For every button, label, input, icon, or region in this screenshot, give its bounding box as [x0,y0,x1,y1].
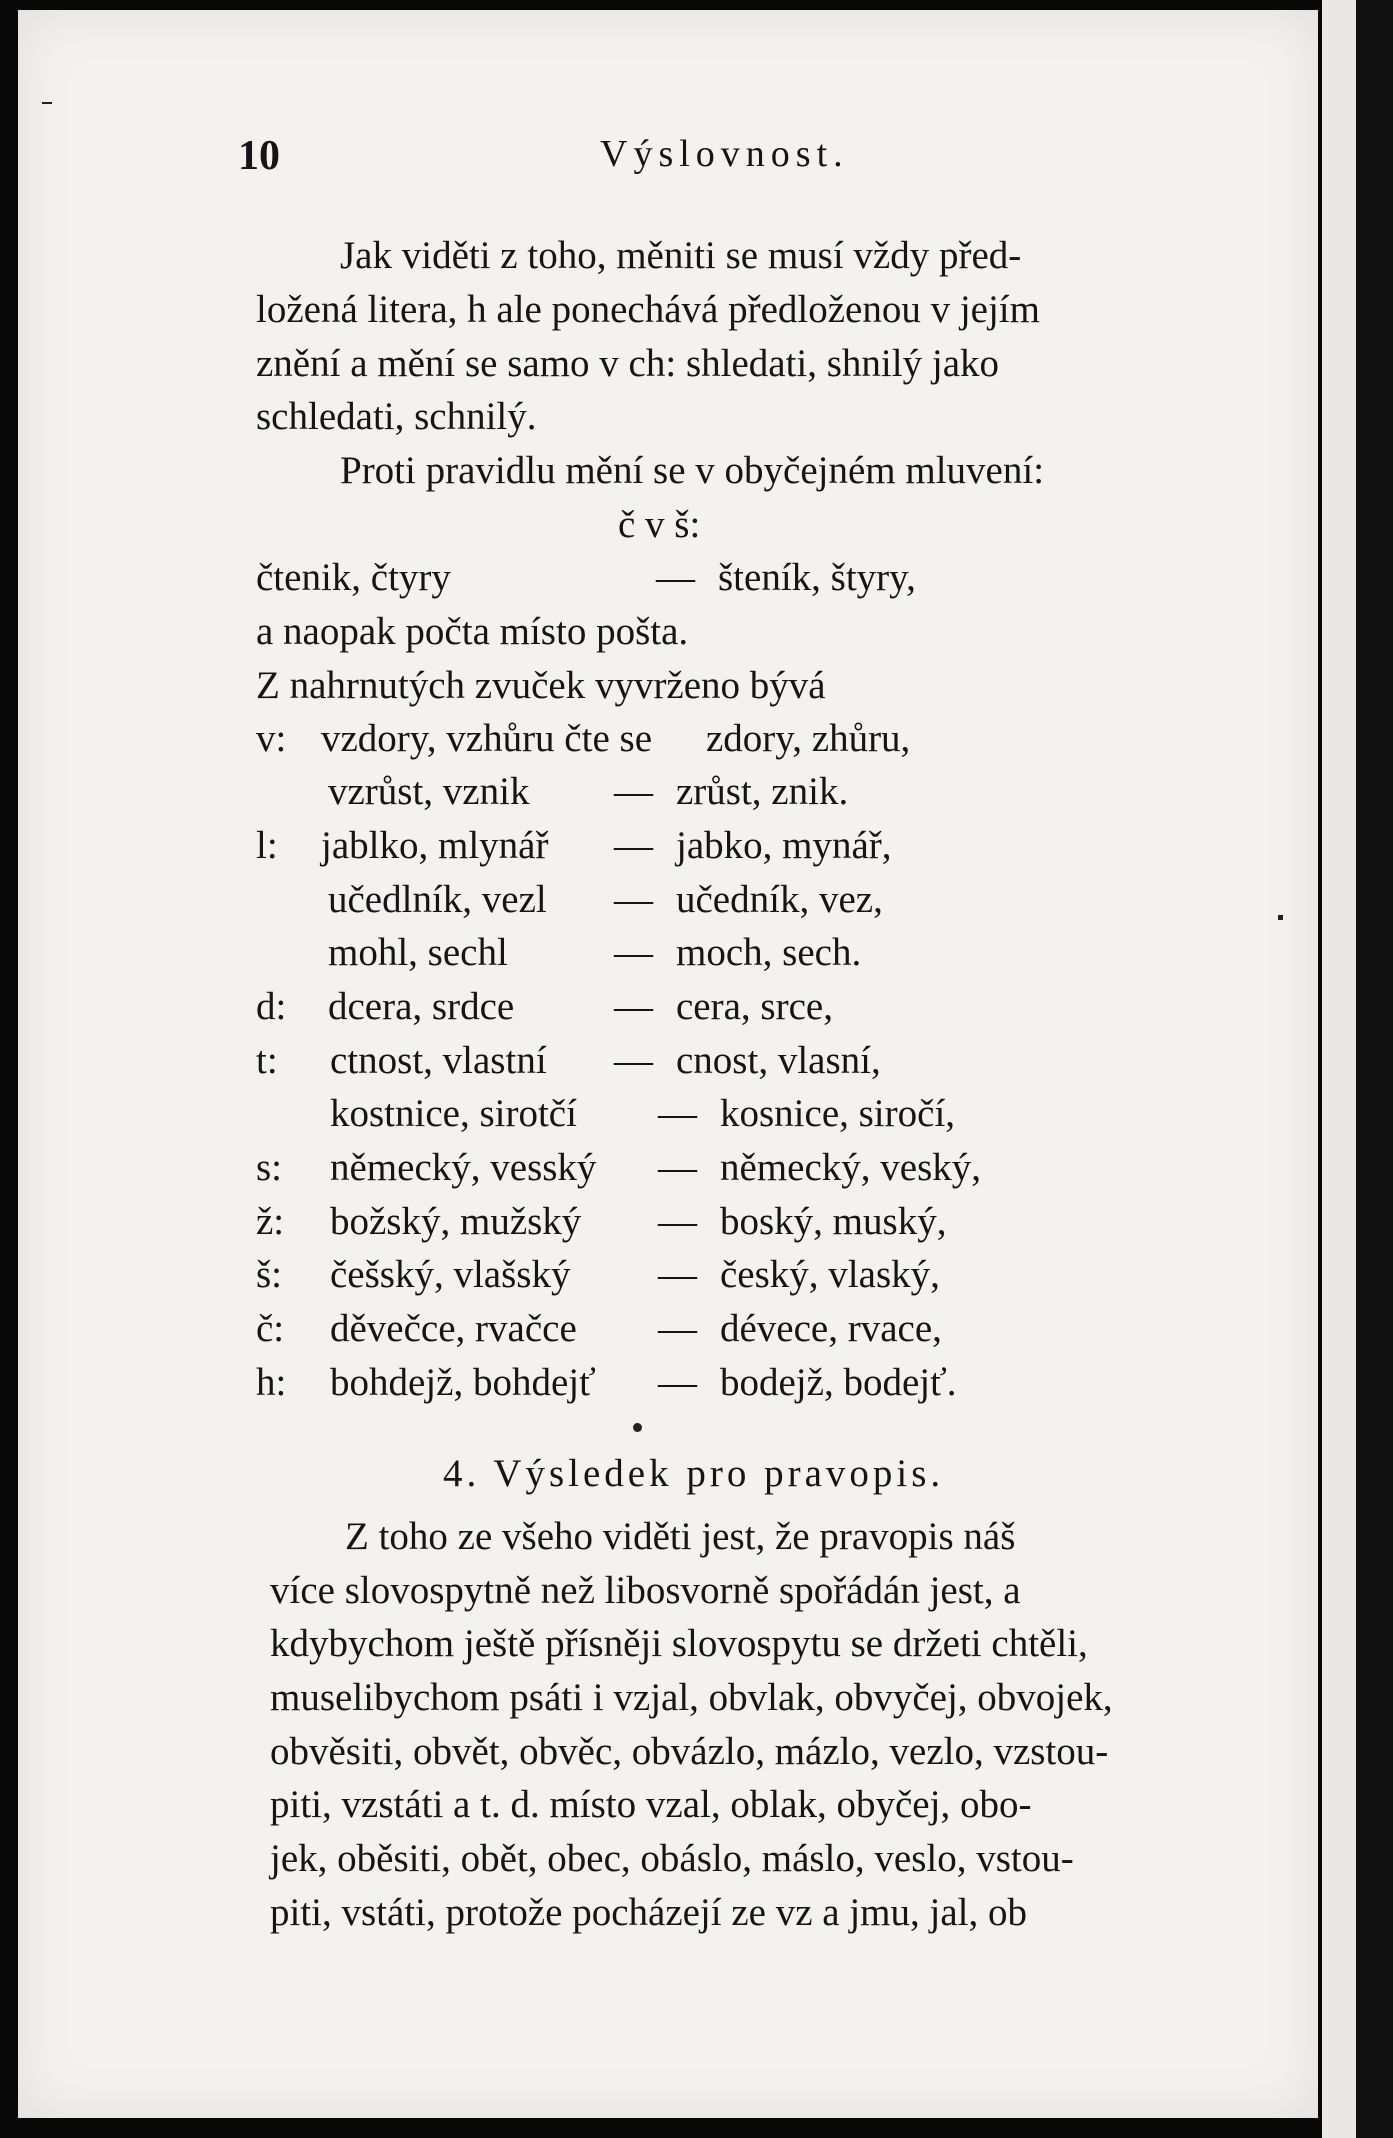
reduction-right: boský, muský, [720,1200,947,1243]
closing-line-6: piti, vzstáti a t. d. místo vzal, oblak, obyčej, obo- [270,1783,1032,1826]
closing-line-7: jek, oběsiti, obět, obec, obáslo, máslo, veslo, vstou- [270,1837,1074,1880]
reduction-dash: — [658,1361,697,1404]
ink-speck [1278,915,1283,920]
reduction-left: jablko, mlynář [321,824,549,867]
reduction-dash: — [658,1307,697,1350]
reduction-right: cera, srce, [676,985,833,1028]
running-title: Výslovnost. [600,133,849,175]
reduction-right: bodejž, bodejť. [720,1361,957,1404]
reduction-dash: — [614,770,653,813]
closing-line-2: více slovospytně než libosvorně spořádán jest, a [270,1569,1021,1612]
page-content [18,10,1318,2118]
reduction-left: mohl, sechl [328,931,508,974]
reduction-right: cnost, vlasní, [676,1039,881,1082]
reduction-left: bohdejž, bohdejť [330,1361,596,1404]
reduction-right: dévece, rvace, [720,1307,942,1350]
reduction-letter: s: [256,1146,283,1189]
middle-line-2: Z nahrnutých zvuček vyvrženo bývá [256,664,826,707]
section-number: 4. [443,1452,481,1495]
reduction-left: děvečce, rvačce [330,1307,577,1350]
reduction-letter: š: [256,1253,283,1296]
reduction-dash: — [614,931,653,974]
closing-line-1: Z toho ze všeho viděti jest, že pravopis náš [345,1515,1016,1558]
reduction-letter: č: [256,1307,285,1350]
c-to-s-left: čtenik, čtyry [256,556,451,599]
middle-line-1: a naopak počta místo pošta. [256,610,689,653]
reduction-right: kosnice, siročí, [720,1092,956,1135]
closing-line-4: muselibychom psáti i vzjal, obvlak, obvyčej, obvojek, [270,1676,1113,1719]
reduction-dash: — [658,1253,697,1296]
reduction-dash: — [614,824,653,867]
reduction-right: zdory, zhůru, [706,717,911,760]
reduction-left: češský, vlašský [330,1253,571,1296]
intro-line-3: znění a mění se samo v ch: shledati, shnilý jako [256,342,999,385]
closing-line-8: piti, vstáti, protože pocházejí ze vz a jmu, jal, ob [270,1891,1027,1934]
reduction-letter: d: [256,985,287,1028]
intro-line-1: Jak viděti z toho, měniti se musí vždy před- [340,234,1022,277]
reduction-dash: — [658,1146,697,1189]
reduction-left: dcera, srdce [328,985,515,1028]
reduction-left: vzdory, vzhůru čte se [321,717,653,760]
reduction-right: zrůst, znik. [676,770,849,813]
reduction-letter: v: [256,717,287,760]
section-title: Výsledek pro pravopis. [493,1452,945,1495]
reduction-letter: l: [256,824,278,867]
closing-line-5: obvěsiti, obvět, obvěc, obvázlo, mázlo, vezlo, vzstou- [270,1730,1109,1773]
book-page [18,10,1318,2118]
c-to-s-dash: — [656,556,695,599]
reduction-letter: h: [256,1361,287,1404]
section-heading [443,1451,944,1496]
reduction-dash: — [614,1039,653,1082]
ink-speck [42,102,52,104]
page-header [238,132,1138,192]
reduction-left: ctnost, vlastní [330,1039,547,1082]
reduction-dash: — [614,985,653,1028]
reduction-right: učedník, vez, [676,878,883,921]
intro-line-6: č v š: [618,503,701,546]
reduction-letter: ž: [256,1200,285,1243]
page-edge [1356,0,1393,2138]
closing-line-3: kdybychom ještě přísněji slovospytu se držeti chtěli, [270,1622,1088,1665]
reduction-left: učedlník, vezl [328,878,547,921]
page-spine [1322,0,1356,2138]
reduction-right: český, vlaský, [720,1253,940,1296]
reduction-left: kostnice, sirotčí [330,1092,577,1135]
intro-line-4: schledati, schnilý. [256,395,537,438]
reduction-letter: t: [256,1039,278,1082]
ink-dot [633,1423,642,1432]
reduction-right: jabko, mynář, [676,824,892,867]
c-to-s-right: šteník, štyry, [718,556,916,599]
reduction-dash: — [658,1092,697,1135]
intro-line-2: ložená litera, h ale ponechává předloženou v jejím [256,288,1040,331]
reduction-right: německý, veský, [720,1146,982,1189]
intro-line-5: Proti pravidlu mění se v obyčejném mluvení: [340,449,1045,492]
reduction-left: německý, vesský [330,1146,597,1189]
reduction-dash: — [614,878,653,921]
page-number: 10 [238,133,280,179]
reduction-right: moch, sech. [676,931,862,974]
reduction-dash: — [658,1200,697,1243]
reduction-left: vzrůst, vznik [328,770,530,813]
reduction-left: božský, mužský [330,1200,582,1243]
